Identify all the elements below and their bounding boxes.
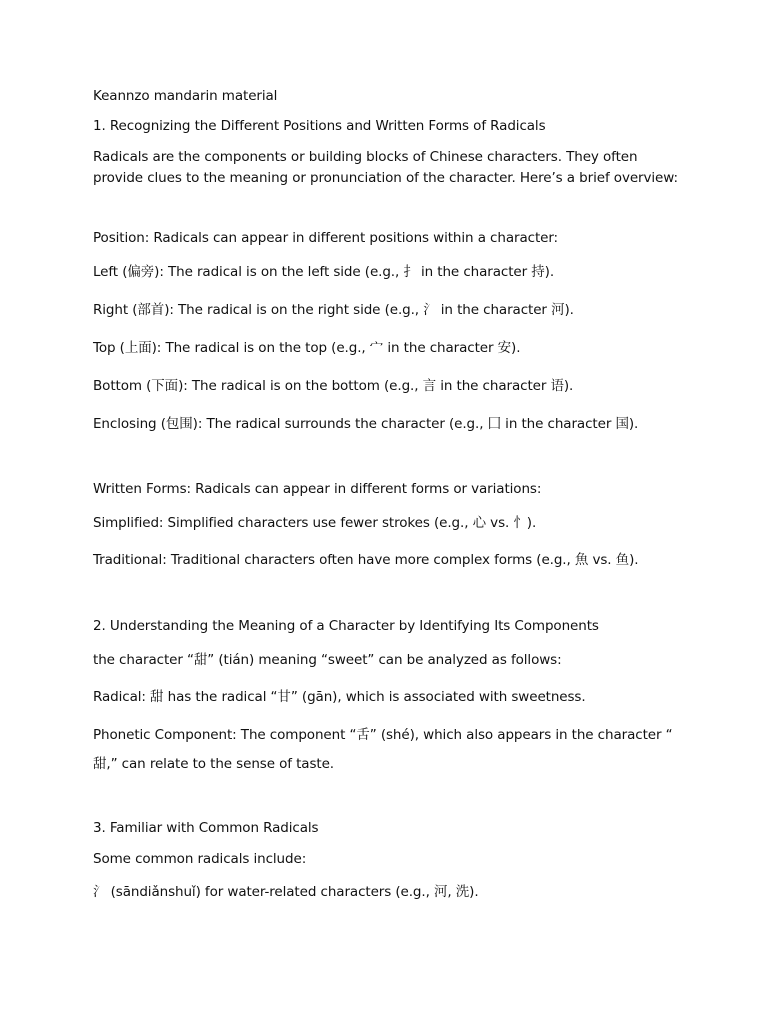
section-1-heading: 1. Recognizing the Different Positions and Written Forms of Radicals — [93, 118, 546, 134]
form-simplified-item: Simplified: Simplified characters use fewer strokes (e.g., 心 vs. 忄). — [93, 515, 537, 531]
position-left-item: Left (偏旁): The radical is on the left side (e.g., 扌 in the character 持). — [93, 264, 555, 280]
radical-analysis: Radical: 甜 has the radical “甘” (gān), which is associated with sweetness. — [93, 689, 586, 705]
position-bottom-item: Bottom (下面): The radical is on the bottom (e.g., 言 in the character 语). — [93, 378, 574, 394]
section-2-intro: the character “甜” (tián) meaning “sweet” can be analyzed as follows: — [93, 652, 562, 668]
common-radical-water-item: 氵 (sāndiǎnshuǐ) for water-related characters (e.g., 河, 洗). — [93, 884, 479, 900]
position-right-item: Right (部首): The radical is on the right side (e.g., 氵 in the character 河). — [93, 302, 574, 318]
position-intro: Position: Radicals can appear in different positions within a character: — [93, 230, 559, 246]
section-3-heading: 3. Familiar with Common Radicals — [93, 820, 319, 836]
document-header: Keannzo mandarin material — [93, 88, 278, 104]
form-traditional-item: Traditional: Traditional characters often have more complex forms (e.g., 魚 vs. 鱼). — [93, 552, 639, 568]
position-top-item: Top (上面): The radical is on the top (e.g., 宀 in the character 安). — [93, 340, 521, 356]
section-1-intro-paragraph: Radicals are the components or building blocks of Chinese characters. They often provide clues to the meaning or pronunciation of the character. Here’s a brief overview: — [93, 149, 678, 186]
written-forms-intro: Written Forms: Radicals can appear in different forms or variations: — [93, 481, 542, 497]
phonetic-analysis-line-1: Phonetic Component: The component “舌” (shé), which also appears in the character “ — [93, 727, 673, 743]
position-enclosing-item: Enclosing (包围): The radical surrounds the character (e.g., 囗 in the character 国). — [93, 416, 639, 432]
section-3-intro: Some common radicals include: — [93, 851, 307, 867]
section-2-heading: 2. Understanding the Meaning of a Character by Identifying Its Components — [93, 618, 599, 634]
phonetic-analysis-line-2: 甜,” can relate to the sense of taste. — [93, 756, 335, 772]
